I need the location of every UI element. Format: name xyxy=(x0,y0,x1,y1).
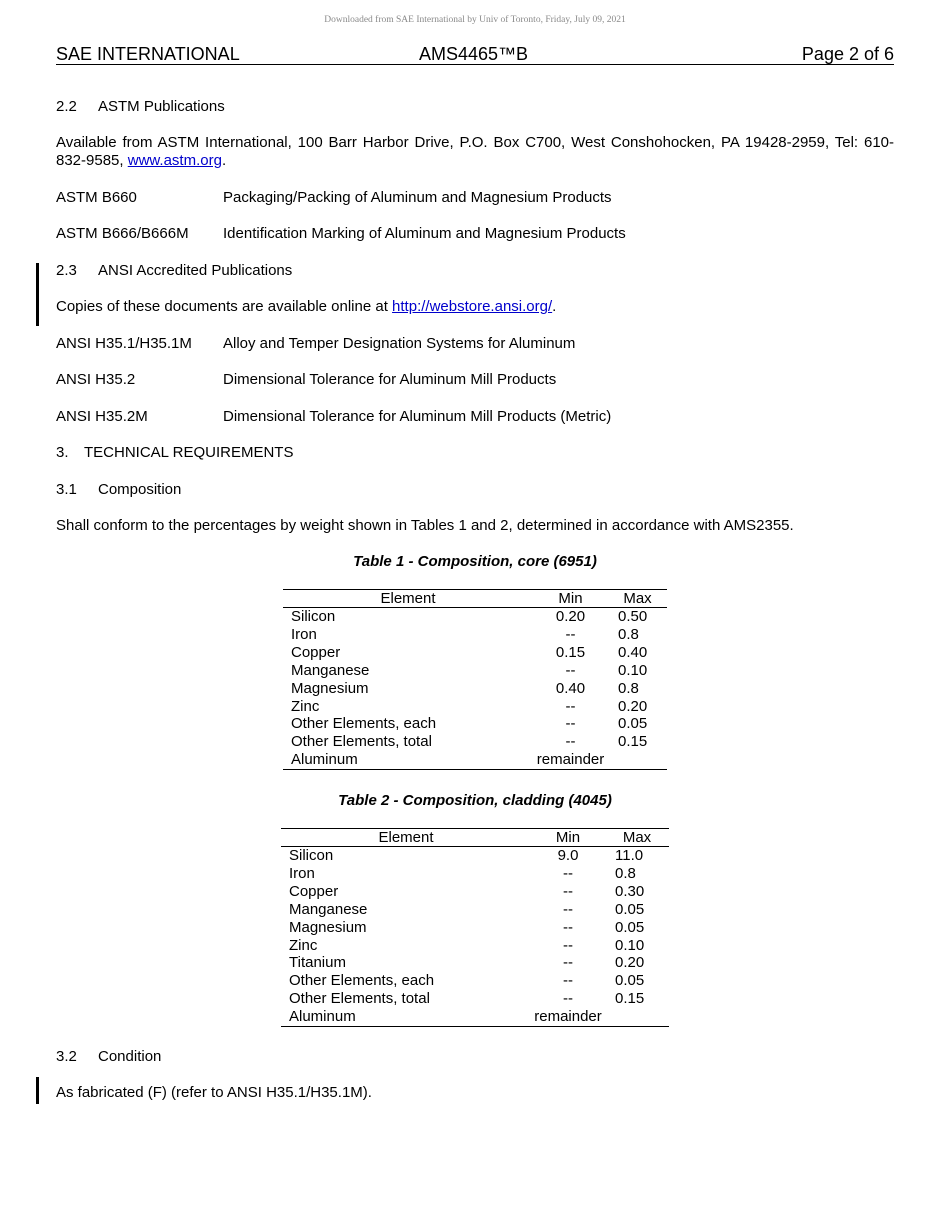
table-row: Magnesium 0.40 0.8 xyxy=(291,679,639,697)
section-3-heading: 3. TECHNICAL REQUIREMENTS xyxy=(56,444,294,461)
condition-text: As fabricated (F) (refer to ANSI H35.1/H35.1M). xyxy=(56,1084,372,1101)
section-3-2-heading: 3.2 Condition xyxy=(56,1048,162,1065)
composition-text: Shall conform to the percentages by weight shown in Tables 1 and 2, determined in accordance with AMS2355. xyxy=(56,517,794,534)
table-row: Manganese -- 0.05 xyxy=(289,900,645,918)
revision-change-bar xyxy=(36,1077,39,1104)
table-1-composition-core xyxy=(283,589,667,770)
section-2-3-heading: 2.3 ANSI Accredited Publications xyxy=(56,262,293,279)
table-row: Iron -- 0.8 xyxy=(289,864,636,882)
download-watermark: Downloaded from SAE International by Univ of Toronto, Friday, July 09, 2021 xyxy=(324,15,626,25)
header-doc-id: AMS4465™B xyxy=(419,44,529,64)
table-row: Silicon 9.0 11.0 xyxy=(289,847,644,864)
ansi-webstore-link[interactable]: http://webstore.ansi.org/ xyxy=(392,298,553,315)
astm-availability-text: Available from ASTM International, 100 Barr Harbor Drive, P.O. Box C700, West Conshohocken, PA 19428-2959, Tel: 610-832-9585, www.astm.org. xyxy=(56,134,894,169)
table-row: Other Elements, total -- 0.15 xyxy=(291,733,648,751)
table-header-max: Max xyxy=(608,590,667,608)
table-row: Other Elements, total -- 0.15 xyxy=(289,990,645,1008)
header-org: SAE INTERNATIONAL xyxy=(56,44,240,64)
table-row: Copper 0.15 0.40 xyxy=(291,643,648,661)
table-row: Manganese -- 0.10 xyxy=(291,661,648,679)
table-row: Zinc -- 0.10 xyxy=(289,936,645,954)
table-2-composition-cladding xyxy=(281,828,669,1027)
table-header-element: Element xyxy=(281,829,531,847)
table-row: Other Elements, each -- 0.05 xyxy=(289,972,645,990)
table-header-max: Max xyxy=(605,829,669,847)
ansi-availability-text: Copies of these documents are available online at http://webstore.ansi.org/. xyxy=(56,298,557,315)
table-header-min: Min xyxy=(533,590,608,608)
revision-change-bar xyxy=(36,263,39,326)
table-header-element: Element xyxy=(283,590,533,608)
table-row: Copper -- 0.30 xyxy=(289,882,645,900)
table-1-caption: Table 1 - Composition, core (6951) xyxy=(353,553,597,570)
table-row: Titanium -- 0.20 xyxy=(289,954,645,972)
section-2-2-heading: 2.2 ASTM Publications xyxy=(56,98,225,115)
table-row: Iron -- 0.8 xyxy=(291,625,639,643)
page-header xyxy=(56,44,894,65)
table-row: Silicon 0.20 0.50 xyxy=(291,608,648,625)
table-row-aluminum: Aluminum remainder xyxy=(283,751,667,769)
table-row: Magnesium -- 0.05 xyxy=(289,918,645,936)
table-row-aluminum: Aluminum remainder xyxy=(281,1008,669,1026)
astm-link[interactable]: www.astm.org xyxy=(127,152,222,169)
table-2-caption: Table 2 - Composition, cladding (4045) xyxy=(338,792,612,809)
header-page-number: Page 2 of 6 xyxy=(801,44,894,64)
table-header-min: Min xyxy=(531,829,605,847)
table-row: Other Elements, each -- 0.05 xyxy=(291,715,648,733)
section-3-1-heading: 3.1 Composition xyxy=(56,481,182,498)
table-row: Zinc -- 0.20 xyxy=(291,697,648,715)
